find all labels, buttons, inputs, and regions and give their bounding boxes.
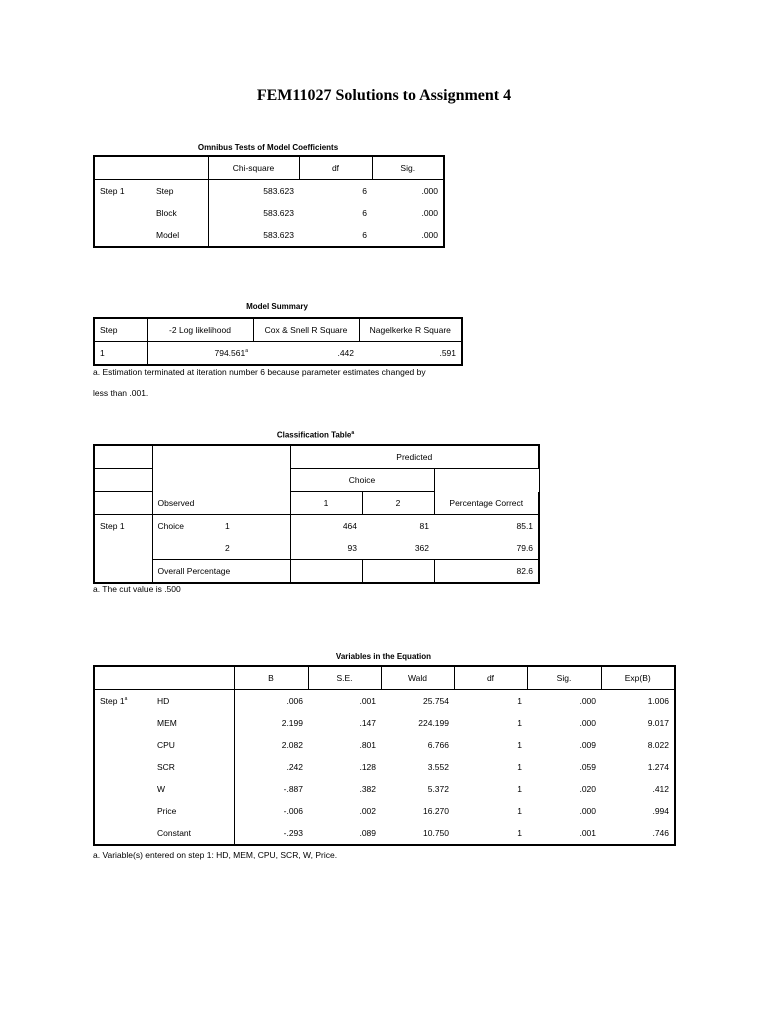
- omnibus-chi: 583.623: [263, 208, 294, 218]
- classification-v2: 81: [419, 521, 429, 531]
- classification-col1: 1: [290, 492, 362, 515]
- variables-header-sig: Sig.: [527, 666, 601, 690]
- variables-df: 1: [517, 718, 522, 728]
- variables-step-label: [94, 690, 152, 713]
- table-row: [94, 515, 539, 538]
- variables-header-df: df: [454, 666, 527, 690]
- table-row: [94, 180, 444, 203]
- variables-name: MEM: [152, 712, 234, 734]
- summary-ll-value: 794.561: [214, 348, 246, 358]
- omnibus-sig: .000: [372, 202, 444, 224]
- variables-df: 1: [517, 740, 522, 750]
- variables-step-label: [94, 734, 152, 756]
- variables-header-row: [94, 666, 675, 690]
- classification-v1: 93: [290, 537, 362, 560]
- page-title: FEM11027 Solutions to Assignment 4: [256, 87, 512, 104]
- summary-step: 1: [94, 342, 147, 366]
- variables-se: .089: [308, 822, 381, 845]
- omnibus-header-sig: Sig.: [372, 156, 444, 180]
- variables-wald: 10.750: [381, 822, 454, 845]
- summary-note: less than .001.: [93, 388, 149, 398]
- classification-caption: [93, 430, 538, 440]
- variables-exp: 9.017: [601, 712, 675, 734]
- classification-observed: Observed: [152, 492, 290, 515]
- variables-b: .242: [286, 762, 303, 772]
- variables-step-label: [94, 800, 152, 822]
- omnibus-row-label: Block: [151, 202, 208, 224]
- table-row: [94, 734, 675, 756]
- omnibus-header-df: df: [299, 156, 372, 180]
- omnibus-corner: [94, 156, 151, 180]
- variables-df: 1: [517, 762, 522, 772]
- table-row: [94, 560, 539, 584]
- variables-step-label: [94, 756, 152, 778]
- omnibus-chi: 583.623: [208, 224, 299, 247]
- variables-se: .801: [359, 740, 376, 750]
- variables-df: 1: [517, 784, 522, 794]
- classification-choice-header: Choice: [290, 469, 434, 492]
- classification-note: a. The cut value is .500: [93, 584, 181, 594]
- omnibus-df: 6: [299, 224, 372, 247]
- variables-exp: 1.006: [601, 690, 675, 713]
- omnibus-header-chi: Chi-square: [208, 156, 299, 180]
- classification-v2: 362: [362, 537, 434, 560]
- summary-header-nagel: Nagelkerke R Square: [359, 318, 462, 342]
- variables-name: Constant: [152, 822, 234, 845]
- table-row: [94, 778, 675, 800]
- table-row: [94, 537, 539, 560]
- variables-b: -.006: [283, 806, 303, 816]
- variables-sig: .000: [579, 696, 596, 706]
- omnibus-sig: .000: [372, 180, 444, 203]
- omnibus-corner: [151, 156, 208, 180]
- variables-sig: .059: [579, 762, 596, 772]
- classification-pct-header: Percentage Correct: [434, 492, 539, 515]
- table-row: [94, 712, 675, 734]
- summary-header-cox: Cox & Snell R Square: [253, 318, 359, 342]
- summary-header-ll: -2 Log likelihood: [147, 318, 253, 342]
- footnote-marker: a: [124, 696, 128, 703]
- summary-header-row: [94, 318, 462, 342]
- classification-overall-label: Overall Percentage: [152, 560, 290, 584]
- variables-sig: .000: [579, 718, 596, 728]
- variables-exp: .994: [601, 800, 675, 822]
- summary-table: [93, 317, 463, 366]
- summary-note: a. Estimation terminated at iteration number 6 because parameter estimates changed by: [93, 367, 426, 377]
- variables-header-wald: Wald: [381, 666, 454, 690]
- variables-b: -.293: [234, 822, 308, 845]
- classification-predicted: Predicted: [290, 445, 539, 469]
- variables-sig: .000: [579, 806, 596, 816]
- variables-wald: 3.552: [427, 762, 449, 772]
- table-row: [94, 822, 675, 845]
- omnibus-sig: .000: [372, 224, 444, 247]
- variables-table: [93, 665, 676, 846]
- variables-note: a. Variable(s) entered on step 1: HD, MEM, CPU, SCR, W, Price.: [93, 850, 338, 860]
- variables-step-label: [94, 822, 152, 845]
- variables-sig: .020: [579, 784, 596, 794]
- variables-name: CPU: [152, 734, 234, 756]
- variables-wald: 6.766: [427, 740, 449, 750]
- omnibus-df: 6: [362, 208, 367, 218]
- classification-obs: 1: [220, 515, 290, 538]
- classification-col2: 2: [362, 492, 434, 515]
- variables-se: .002: [359, 806, 376, 816]
- variables-se: .128: [359, 762, 376, 772]
- footnote-marker: a: [245, 348, 248, 355]
- variables-se: .147: [359, 718, 376, 728]
- variables-step-label: [94, 712, 152, 734]
- omnibus-df: 6: [362, 186, 367, 196]
- classification-obs: 2: [220, 537, 290, 560]
- table-row: [94, 224, 444, 247]
- summary-nagel: .591: [359, 342, 462, 366]
- variables-exp: .412: [601, 778, 675, 800]
- classification-caption-text: Classification Table: [276, 430, 352, 440]
- classification-pct: 79.6: [434, 537, 539, 560]
- variables-b: 2.082: [281, 740, 303, 750]
- classification-pct: 85.1: [434, 515, 539, 538]
- footnote-marker: a: [351, 430, 355, 436]
- variables-name: SCR: [152, 756, 234, 778]
- variables-df: 1: [517, 806, 522, 816]
- variables-step-label: [94, 778, 152, 800]
- variables-sig: .001: [527, 822, 601, 845]
- variables-df: 1: [454, 822, 527, 845]
- omnibus-row-label: Step: [151, 180, 208, 203]
- variables-b: 2.199: [281, 718, 303, 728]
- variables-wald: 5.372: [427, 784, 449, 794]
- table-row: [94, 342, 462, 366]
- classification-header-row: [94, 492, 539, 515]
- omnibus-table: [93, 155, 445, 248]
- table-row: [94, 690, 675, 713]
- omnibus-row-label: Model: [151, 224, 208, 247]
- variables-se: .001: [359, 696, 376, 706]
- summary-header-step: Step: [94, 318, 147, 342]
- omnibus-chi: 583.623: [263, 186, 294, 196]
- variables-exp: .746: [601, 822, 675, 845]
- classification-overall-pct: 82.6: [434, 560, 539, 584]
- omnibus-header-row: [94, 156, 444, 180]
- variables-step-text: Step 1: [100, 696, 125, 706]
- variables-se: .382: [359, 784, 376, 794]
- summary-ll: [147, 342, 253, 366]
- classification-step-label: Step 1: [94, 515, 152, 538]
- omnibus-caption: Omnibus Tests of Model Coefficients: [197, 143, 339, 152]
- variables-name: W: [152, 778, 234, 800]
- variables-caption: Variables in the Equation: [335, 652, 432, 661]
- variables-b: .006: [286, 696, 303, 706]
- classification-table: [93, 444, 540, 584]
- variables-df: 1: [517, 696, 522, 706]
- summary-cox: .442: [253, 342, 359, 366]
- variables-wald: 25.754: [423, 696, 449, 706]
- summary-caption: Model Summary: [246, 302, 308, 311]
- variables-header-se: S.E.: [308, 666, 381, 690]
- table-row: [94, 800, 675, 822]
- variables-wald: 16.270: [423, 806, 449, 816]
- variables-exp: 8.022: [601, 734, 675, 756]
- table-row: [94, 756, 675, 778]
- variables-wald: 224.199: [418, 718, 449, 728]
- classification-v1: 464: [342, 521, 357, 531]
- variables-name: Price: [152, 800, 234, 822]
- variables-exp: 1.274: [601, 756, 675, 778]
- variables-sig: .009: [579, 740, 596, 750]
- variables-name: HD: [152, 690, 234, 713]
- variables-b: -.887: [283, 784, 303, 794]
- variables-header-exp: Exp(B): [601, 666, 675, 690]
- table-row: [94, 202, 444, 224]
- classification-choice-label: Choice: [157, 521, 184, 531]
- omnibus-step-label: Step 1: [94, 180, 151, 203]
- variables-header-b: B: [234, 666, 308, 690]
